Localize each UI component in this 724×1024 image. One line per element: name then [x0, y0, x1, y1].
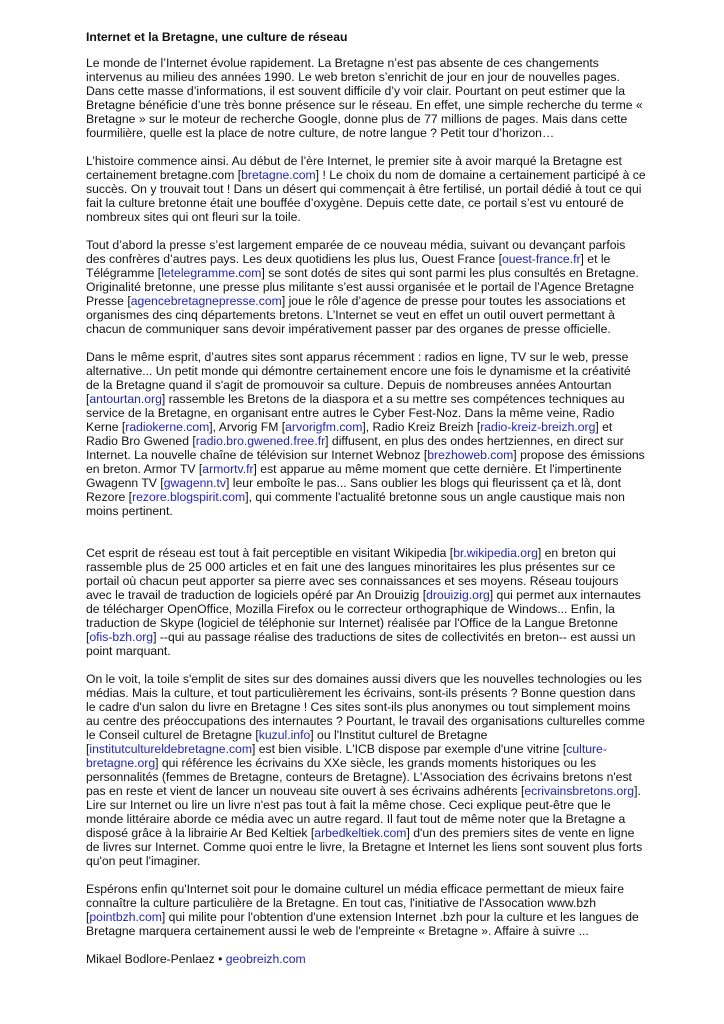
link-letelegramme[interactable]: letelegramme.com: [161, 266, 262, 280]
signature: [86, 952, 646, 966]
paragraph-history: L’histoire commence ainsi. Au début de l’ère Internet, le premier site à avoir marqué la Bretagne est certainement bretagne.com [bretagne.com] ! Le choix du nom de domaine a certainement participé à ce succès. On y trouvait tout ! Dans un désert qui commençait à être fertilisé, un portail dédié à tout ce qui fait la culture bretonne était une bouffée d’oxygène. Depuis cette date, ce portail s’est vu entouré de nombreux sites qui ont fleuri sur la toile.: [86, 154, 646, 224]
link-armortv[interactable]: armortv.fr: [202, 462, 254, 476]
link-ofis-bzh[interactable]: ofis-bzh.org: [89, 630, 154, 644]
link-bretagne-com[interactable]: bretagne.com: [241, 168, 316, 182]
link-radiokerne[interactable]: radiokerne.com: [125, 420, 210, 434]
link-institut-culturel[interactable]: institutcultureldebretagne.com: [89, 742, 252, 756]
paragraph-culture: On le voit, la toile s'emplit de sites sur des domaines aussi divers que les nouvelles technologies ou les médias. Mais la culture, et tout particulièrement les écrivains, sont-ils présents ? Bonne question dans le cadre d'un salon du livre en Bretagne ! Ces sites sont-ils plus anonymes ou tout simplement moins au centre des préoccupations des internautes ? Pourtant, le travail des organisations culturelles comme le Conseil culturel de Bretagne [kuzul.info] ou l'Institut culturel de Bretagne [institutcultureldebretagne.com] est bien visible. L'ICB dispose par exemple d'une vitrine [culture-bretagne.org] qui référence les écrivains du XXe siècle, les grands moments historiques ou les personnalités (femmes de Bretagne, conteurs de Bretagne). L'Association des écrivains bretons n'est pas en reste et vient de lancer un nouveau site ouvert à ses écrivains adhérents [ecrivainsbretons.org]. Lire sur Internet ou lire un livre n'est pas tout à fait la même chose. Ceci explique peut-être que le monde littéraire aborde ce média avec un autre regard. Il faut tout de même noter que la Bretagne a disposé grâce à la librairie Ar Bed Keltiek [arbedkeltiek.com] d'un des premiers sites de vente en ligne de livres sur Internet. Comme quoi entre le livre, la Bretagne et Internet les liens sont souvent plus forts qu'on peut l'imaginer.: [86, 672, 645, 868]
paragraph-conclusion: Espérons enfin qu'Internet soit pour le domaine culturel un média efficace permettant de mieux faire connaître la culture particulière de la Bretagne. En tout cas, l'initiative de l'Assocation www.bzh [pointbzh.com] qui milite pour l'obtention d'une extension Internet .bzh pour la culture et les langues de Bretagne marquera certainement aussi le web de l'empreinte « Bretagne ». Affaire à suivre ...: [86, 882, 639, 938]
link-pointbzh[interactable]: pointbzh.com: [89, 910, 162, 924]
link-kuzul[interactable]: kuzul.info: [258, 728, 311, 742]
link-agencebretagnepresse[interactable]: agencebretagnepresse.com: [130, 294, 282, 308]
paragraph-media: Dans le même esprit, d’autres sites sont apparus récemment : radios en ligne, TV sur le web, presse alternative... Un petit monde qui démontre certainement encore une fois le dynamisme et la créativité de la Bretagne quand il s'agit de promouvoir sa culture. Depuis de nombreuses années Antourtan [antourtan.org] rassemble les Bretons de la diaspora et a su mettre ses compétences techniques au service de la Bretagne, en organisant entre autres le Cyber Fest-Noz. Dans la même veine, Radio Kerne [radiokerne.com], Arvorig FM [arvorigfm.com], Radio Kreiz Breizh [radio-kreiz-breizh.org] et Radio Bro Gwened [radio.bro.gwened.free.fr] diffusent, en plus des ondes hertziennes, en direct sur Internet. La nouvelle chaîne de télévision sur Internet Webnoz [brezhoweb.com] propose des émissions en breton. Armor TV [armortv.fr] est apparue au même moment que cette dernière. Et l'impertinente Gwagenn TV [gwagenn.tv] leur emboîte le pas... Sans oublier les blogs qui fleurissent ça et là, dont Rezore [rezore.blogspirit.com], qui commente l'actualité bretonne sous un angle caustique mais non moins pertinent.: [86, 350, 645, 518]
article-title: Internet et la Bretagne, une culture de réseau: [86, 30, 348, 44]
link-arvorigfm[interactable]: arvorigfm.com: [285, 420, 363, 434]
link-culture-bretagne[interactable]: culture-bretagne.org: [86, 742, 607, 770]
link-radio-bro-gwened[interactable]: radio.bro.gwened.free.fr: [195, 434, 326, 448]
paragraph-network: Cet esprit de réseau est tout à fait perceptible en visitant Wikipedia [br.wikipedia.org] en breton qui rassemble plus de 25 000 articles et en fait une des langues minoritaires les plus présentes sur ce portail où chacun peut apporter sa pierre avec ses connaissances et ses moyens. Réseau toujours avec le travail de traduction de logiciels opéré par An Drouizig [drouizig.org] qui permet aux internautes de télécharger OpenOffice, Mozilla Firefox ou le correcteur orthographique de Windows... Enfin, la traduction de Skype (logiciel de téléphonie sur Internet) réalisée par l'Office de la Langue Bretonne [ofis-bzh.org] --qui au passage réalise des traductions de sites de collectivités en breton-- est aussi un point marquant.: [86, 546, 641, 658]
link-radio-kreiz-breizh[interactable]: radio-kreiz-breizh.org: [480, 420, 596, 434]
link-geobreizh[interactable]: geobreizh.com: [225, 952, 306, 966]
link-rezore[interactable]: rezore.blogspirit.com: [132, 490, 246, 504]
link-arbedkeltiek[interactable]: arbedkeltiek.com: [314, 826, 407, 840]
author-name: Mikael Bodlore-Penlaez •: [86, 952, 226, 966]
link-ouest-france[interactable]: ouest-france.fr: [501, 252, 581, 266]
link-brezhoweb[interactable]: brezhoweb.com: [427, 448, 514, 462]
link-antourtan[interactable]: antourtan.org: [89, 392, 162, 406]
paragraph-intro: Le monde de l’Internet évolue rapidement. La Bretagne n’est pas absente de ces changements intervenus au milieu des années 1990. Le web breton s’enrichit de jour en jour de nouvelles pages. Dans cette masse d’informations, il est souvent difficile d’y voir clair. Pourtant on peut estimer que la Bretagne bénéficie d’une très bonne présence sur le réseau. En effet, une simple recherche du terme « Bretagne » sur le moteur de recherche Google, donne plus de 77 millions de pages. Mais dans cette fourmilière, quelle est la place de notre culture, de notre langue ? Petit tour d’horizon…: [86, 56, 643, 140]
link-gwagenn-tv[interactable]: gwagenn.tv: [163, 476, 227, 490]
paragraph-press: Tout d’abord la presse s’est largement emparée de ce nouveau média, suivant ou devançant parfois des confrères d’autres pays. Les deux quotidiens les plus lus, Ouest France [ouest-france.fr] et le Télégramme [letelegramme.com] se sont dotés de sites qui sont parmi les plus consultés en Bretagne. Originalité bretonne, une presse plus militante s’est aussi organisée et le portail de l’Agence Bretagne Presse [agencebretagnepresse.com] joue le rôle d’agence de presse pour toutes les associations et organismes des cinq départements bretons. L’Internet se veut en effet un outil ouvert permettant à chacun de communiquer sans devoir impérativement passer par des organes de presse officielle.: [86, 238, 639, 336]
link-ecrivainsbretons[interactable]: ecrivainsbretons.org: [524, 784, 635, 798]
article: [86, 30, 646, 980]
link-drouizig[interactable]: drouizig.org: [426, 588, 490, 602]
link-br-wikipedia[interactable]: br.wikipedia.org: [453, 546, 538, 560]
